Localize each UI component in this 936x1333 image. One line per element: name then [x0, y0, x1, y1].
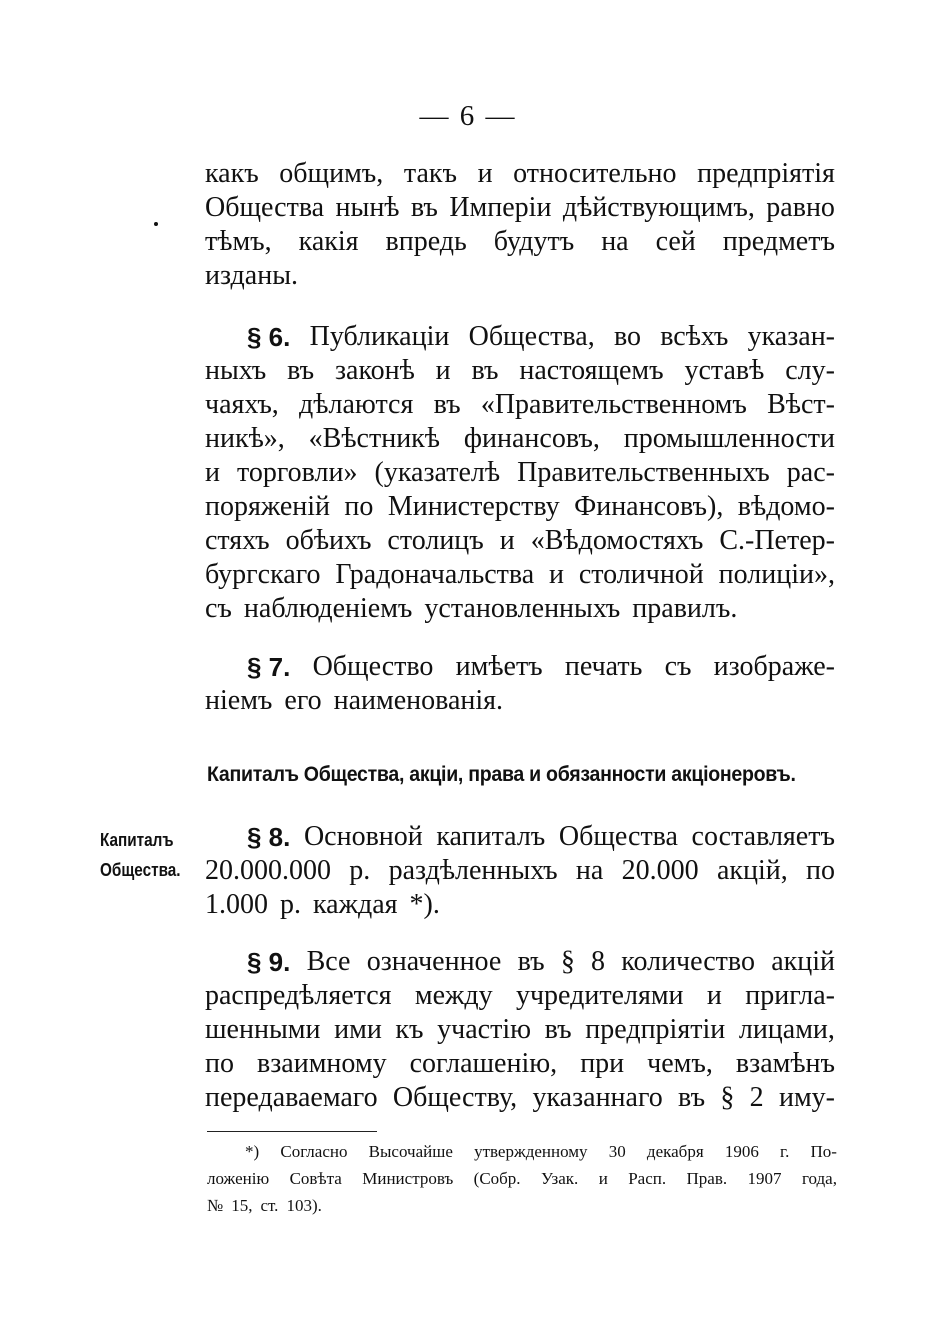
text-line: никѣ», «Вѣстникѣ финансовъ, промышленности — [205, 423, 835, 454]
text-line: стяхъ обѣихъ столицъ и «Вѣдомостяхъ С.-Петер- — [205, 525, 835, 556]
section-number: § 9. — [247, 947, 291, 977]
text-line: и торговли» (указателѣ Правительственныхъ рас- — [205, 457, 835, 488]
text-line: съ наблюденіемъ установленныхъ правилъ. — [205, 593, 738, 624]
footnote-line: *) Согласно Высочайше утвержденному 30 декабря 1906 г. По- — [245, 1142, 837, 1161]
footnote-rule — [207, 1131, 377, 1132]
margin-note-line: Общества. — [100, 860, 181, 880]
text-line: тѣмъ, какія впредь будутъ на сей предметъ — [205, 226, 835, 257]
text-line: по взаимному соглашенію, при чемъ, взамѣнъ — [205, 1048, 835, 1079]
section-8 — [205, 820, 835, 922]
text-line: шенными ими къ участію въ предпріятіи лицами, — [205, 1014, 835, 1045]
text-line: § 9. Все означенное въ § 8 количество акцій — [247, 946, 835, 977]
margin-note-line: Капиталъ — [100, 830, 174, 850]
text-line: чаяхъ, дѣлаются въ «Правительственномъ Вѣст- — [205, 389, 835, 420]
text-line: 20.000.000 р. раздѣленныхъ на 20.000 акцій, по — [205, 855, 835, 886]
text-line: 1.000 р. каждая *). — [205, 889, 440, 920]
section-number: § 8. — [247, 822, 291, 852]
text-line: поряженій по Министерству Финансовъ), вѣдомо- — [205, 491, 835, 522]
text-line: § 8. Основной капиталъ Общества составляетъ — [247, 821, 835, 852]
margin-dot — [154, 222, 158, 226]
text-line: Общества нынѣ въ Имперіи дѣйствующимъ, равно — [205, 192, 835, 223]
footnote-line: № 15, ст. 103). — [207, 1196, 322, 1215]
text-line: ныхъ въ законѣ и въ настоящемъ уставѣ слу- — [205, 355, 835, 386]
section-6 — [205, 320, 835, 626]
text-line: изданы. — [205, 260, 299, 291]
text-line: § 7. Общество имѣетъ печать съ изображе- — [247, 651, 835, 682]
text-line: бургскаго Градоначальства и столичной полиціи», — [205, 559, 835, 590]
margin-note — [100, 825, 181, 885]
paragraph-continuation — [205, 157, 835, 293]
text-line: ніемъ его наименованія. — [205, 685, 504, 716]
text-line: какъ общимъ, такъ и относительно предпріятія — [205, 158, 835, 189]
section-number: § 7. — [247, 652, 291, 682]
section-heading: Капиталъ Общества, акціи, права и обязанности акціонеровъ. — [207, 763, 796, 786]
footnote — [207, 1138, 837, 1219]
text-line: передаваемаго Обществу, указаннаго въ § 2 иму- — [205, 1082, 835, 1113]
section-9 — [205, 945, 835, 1115]
section-number: § 6. — [247, 322, 291, 352]
section-7 — [205, 650, 835, 718]
text-line: § 6. Публикаціи Общества, во всѣхъ указан- — [247, 321, 835, 352]
page-number: — 6 — — [419, 100, 517, 132]
text-line: распредѣляется между учредителями и пригла- — [205, 980, 835, 1011]
footnote-line: ложенію Совѣта Министровъ (Собр. Узак. и Расп. Прав. 1907 года, — [207, 1169, 837, 1188]
